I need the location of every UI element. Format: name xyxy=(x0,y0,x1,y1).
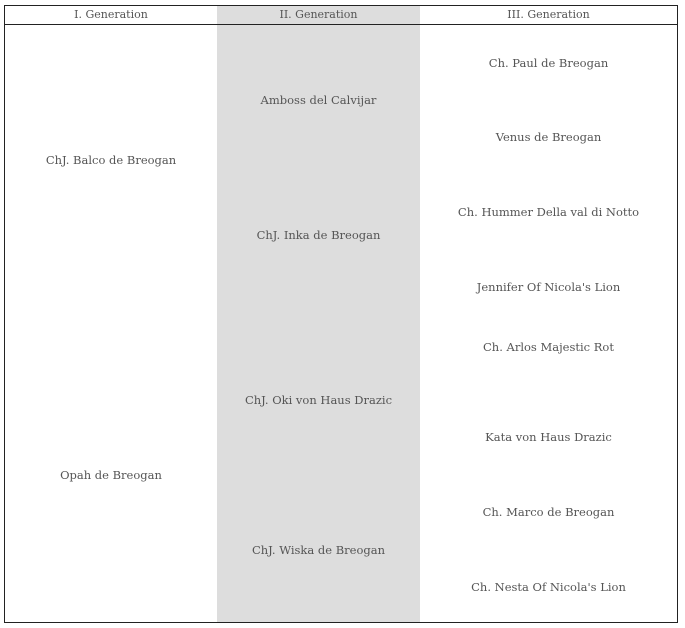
great-grandparent-name: Jennifer Of Nicola's Lion xyxy=(476,280,621,294)
dam-name: Opah de Breogan xyxy=(60,468,162,482)
header-generation-2: II. Generation xyxy=(279,8,358,21)
header-generation-1: I. Generation xyxy=(74,8,148,21)
header-generation-3: III. Generation xyxy=(507,8,590,21)
sire-name: ChJ. Balco de Breogan xyxy=(45,153,177,167)
paternal-granddam-name: ChJ. Inka de Breogan xyxy=(256,228,381,242)
maternal-granddam-name: ChJ. Wiska de Breogan xyxy=(251,543,386,557)
great-grandparent-name: Ch. Arlos Majestic Rot xyxy=(483,340,614,354)
great-grandparent-name: Ch. Marco de Breogan xyxy=(482,505,615,519)
great-grandparent-name: Ch. Paul de Breogan xyxy=(488,56,609,70)
great-grandparent-name: Ch. Nesta Of Nicola's Lion xyxy=(471,580,626,594)
great-grandparent-name: Kata von Haus Drazic xyxy=(485,430,612,444)
maternal-grandsire-name: ChJ. Oki von Haus Drazic xyxy=(244,393,393,407)
great-grandparent-name: Venus de Breogan xyxy=(495,130,602,144)
pedigree-table xyxy=(4,5,678,623)
paternal-grandsire-name: Amboss del Calvijar xyxy=(260,93,377,107)
great-grandparent-name: Ch. Hummer Della val di Notto xyxy=(457,205,640,219)
table-header-row xyxy=(5,6,677,25)
